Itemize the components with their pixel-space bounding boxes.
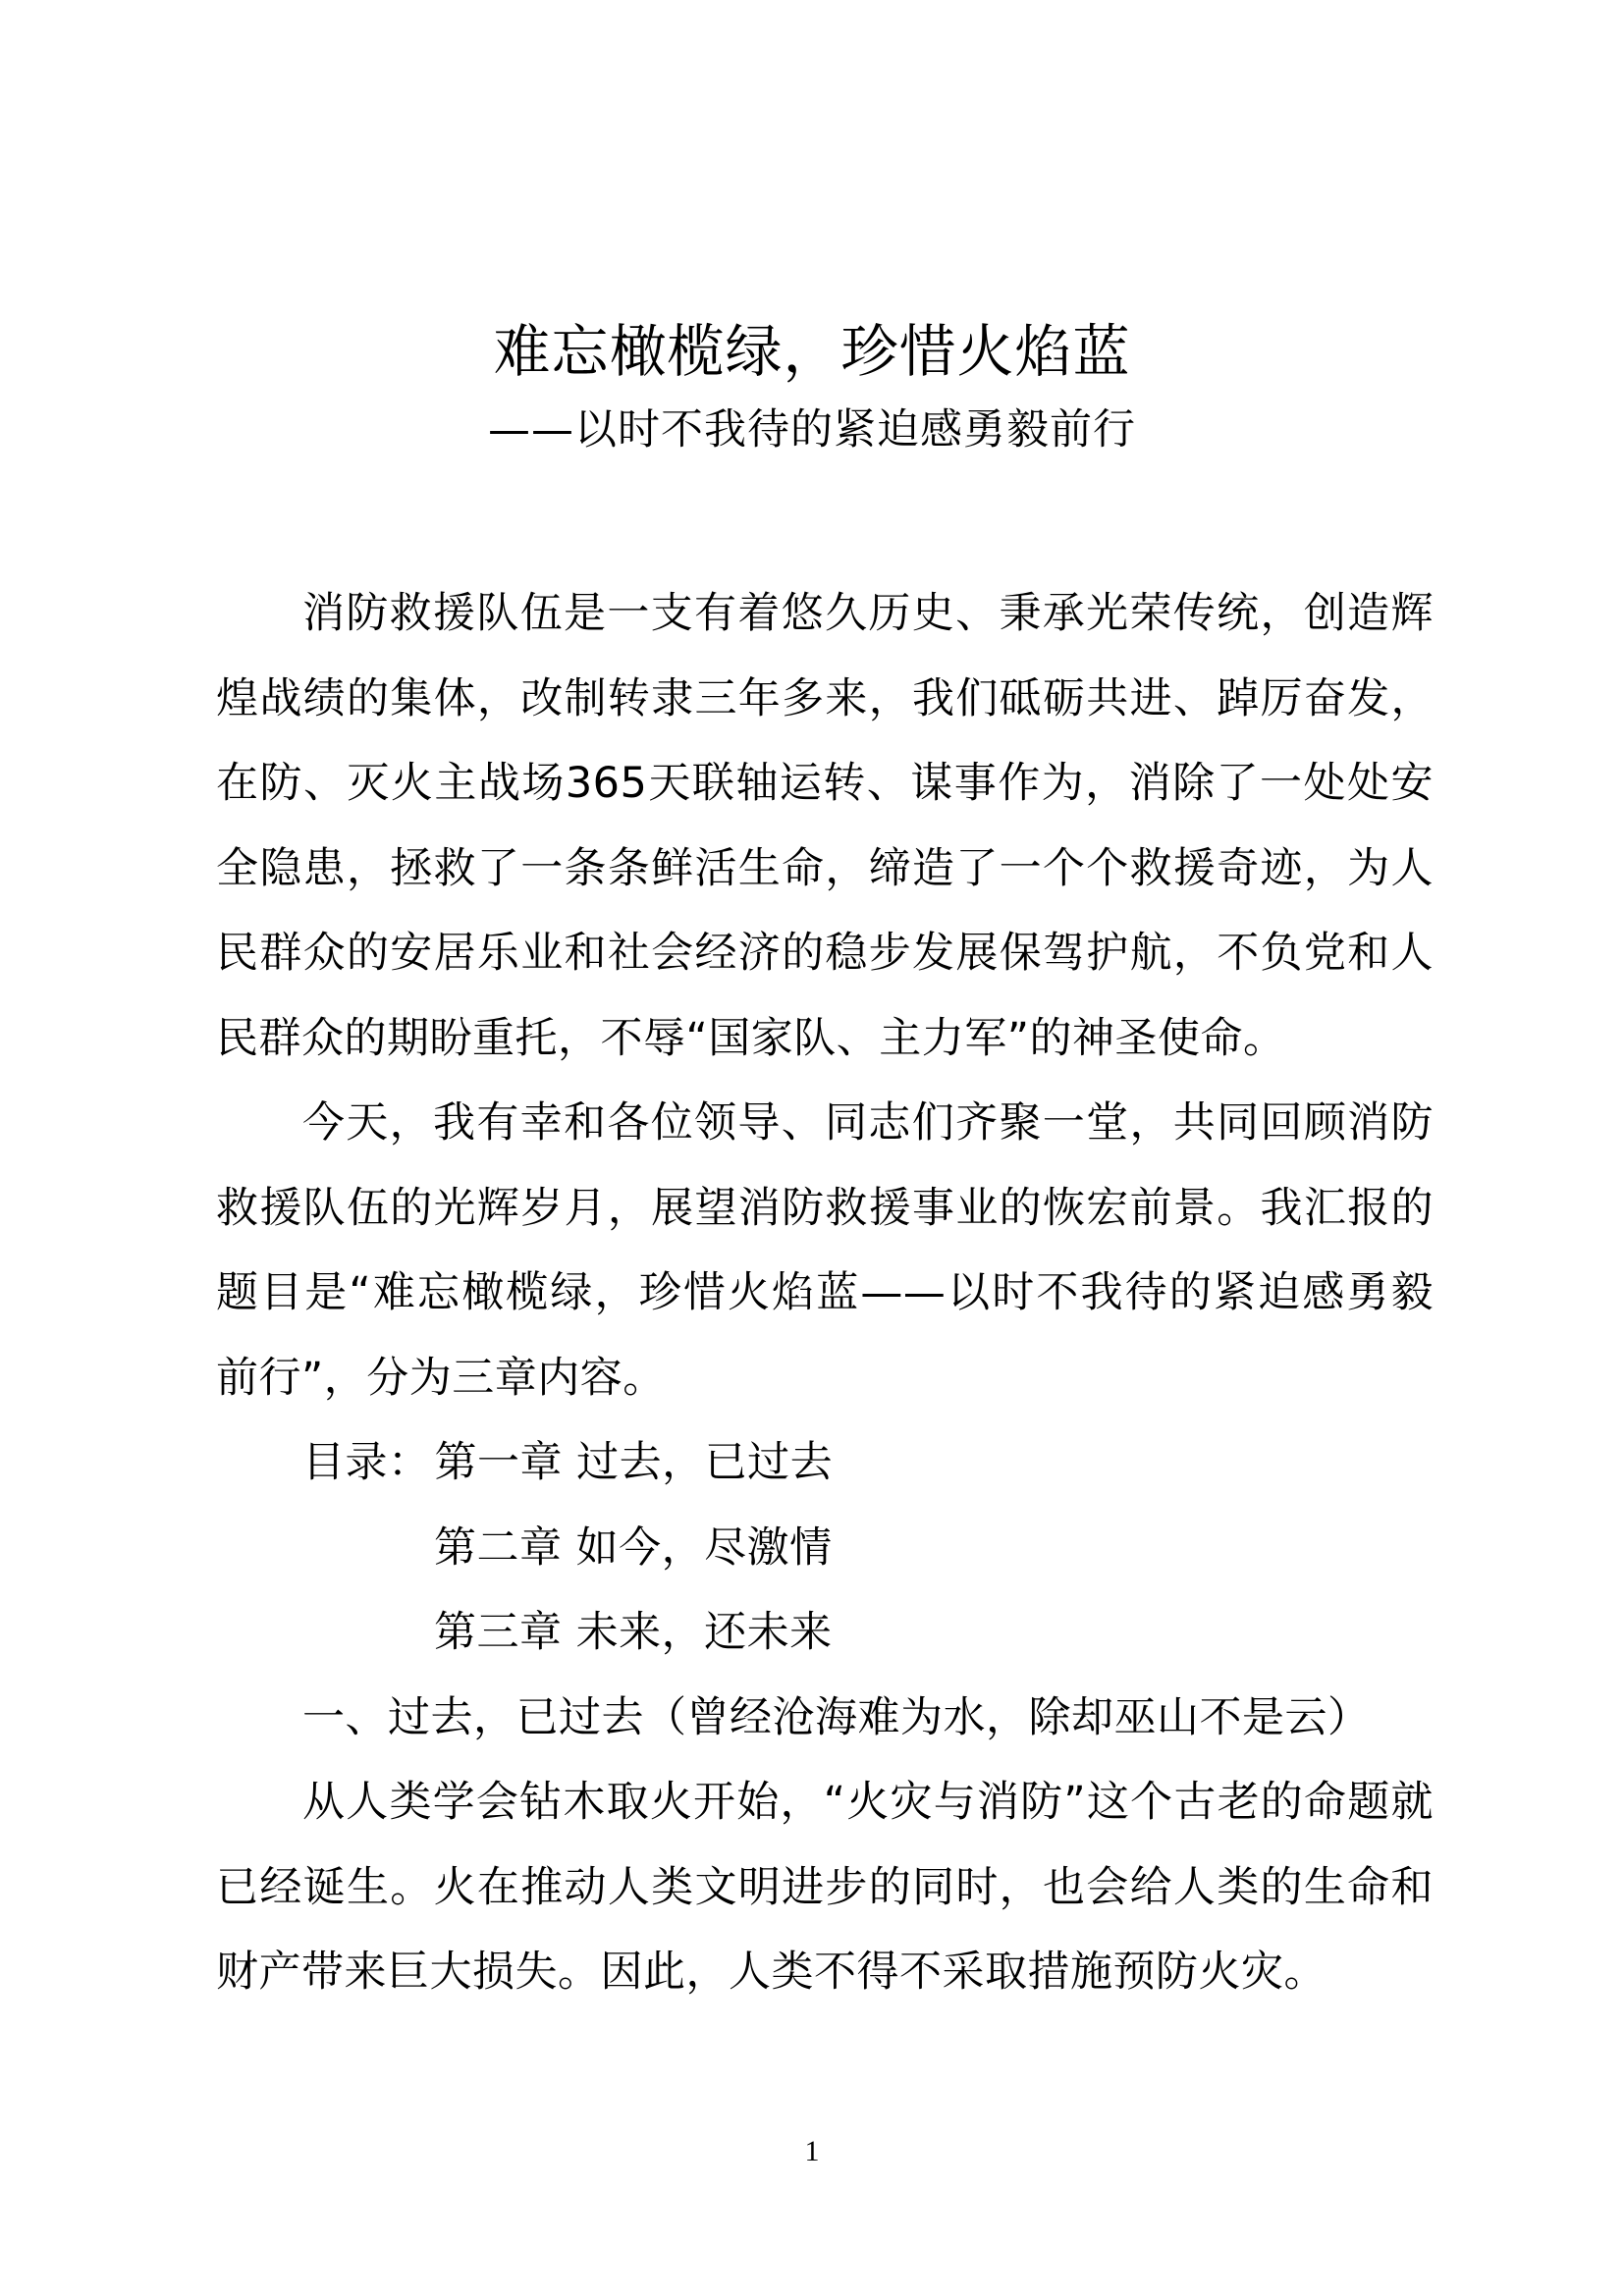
section-heading: 一、过去，已过去（曾经沧海难为水，除却巫山不是云）: [302, 1692, 1371, 1742]
toc-chapter-row: [216, 1506, 1434, 1591]
body-paragraph: 今天，我有幸和各位领导、同志们齐聚一堂，共同回顾消防救援队伍的光辉岁月，展望消防救援事业的恢宏前景。我汇报的题目是“难忘橄榄绿，珍惜火焰蓝——以时不我待的紧迫感勇毅前行”，分为三章内容。: [216, 1098, 1434, 1403]
toc-label: 目录：: [302, 1438, 431, 1487]
body-paragraph: 消防救援队伍是一支有着悠久历史、秉承光荣传统，创造辉煌战绩的集体，改制转隶三年多来，我们砥砺共进、踔厉奋发，在防、灭火主战场365天联轴运转、谋事作为，消除了一处处安全隐患，拯救了一条条鲜活生命，缔造了一个个救援奇迹，为人民群众的安居乐业和社会经济的稳步发展保驾护航，不负党和人民群众的期盼重托，不辱“国家队、主力军”的神圣使命。: [216, 589, 1434, 1063]
toc-chapter-item: 第三章 未来，还未来: [434, 1608, 833, 1657]
toc-chapter-item: 第一章 过去，已过去: [434, 1438, 834, 1487]
document-title: 难忘橄榄绿，珍惜火焰蓝: [493, 318, 1131, 385]
toc-chapter-item: 第二章 如今，尽激情: [434, 1522, 833, 1573]
body-paragraph: 从人类学会钻木取火开始，“火灾与消防”这个古老的命题就已经诞生。火在推动人类文明进步的同时，也会给人类的生命和财产带来巨大损失。因此，人类不得不采取措施预防火灾。: [216, 1778, 1434, 1997]
toc-chapter-row: [216, 1590, 1434, 1676]
table-of-contents: [216, 1420, 1434, 1506]
page-number: 1: [804, 2135, 820, 2167]
document-subtitle: ——以时不我待的紧迫感勇毅前行: [488, 405, 1136, 454]
document-body: [216, 571, 1434, 2015]
